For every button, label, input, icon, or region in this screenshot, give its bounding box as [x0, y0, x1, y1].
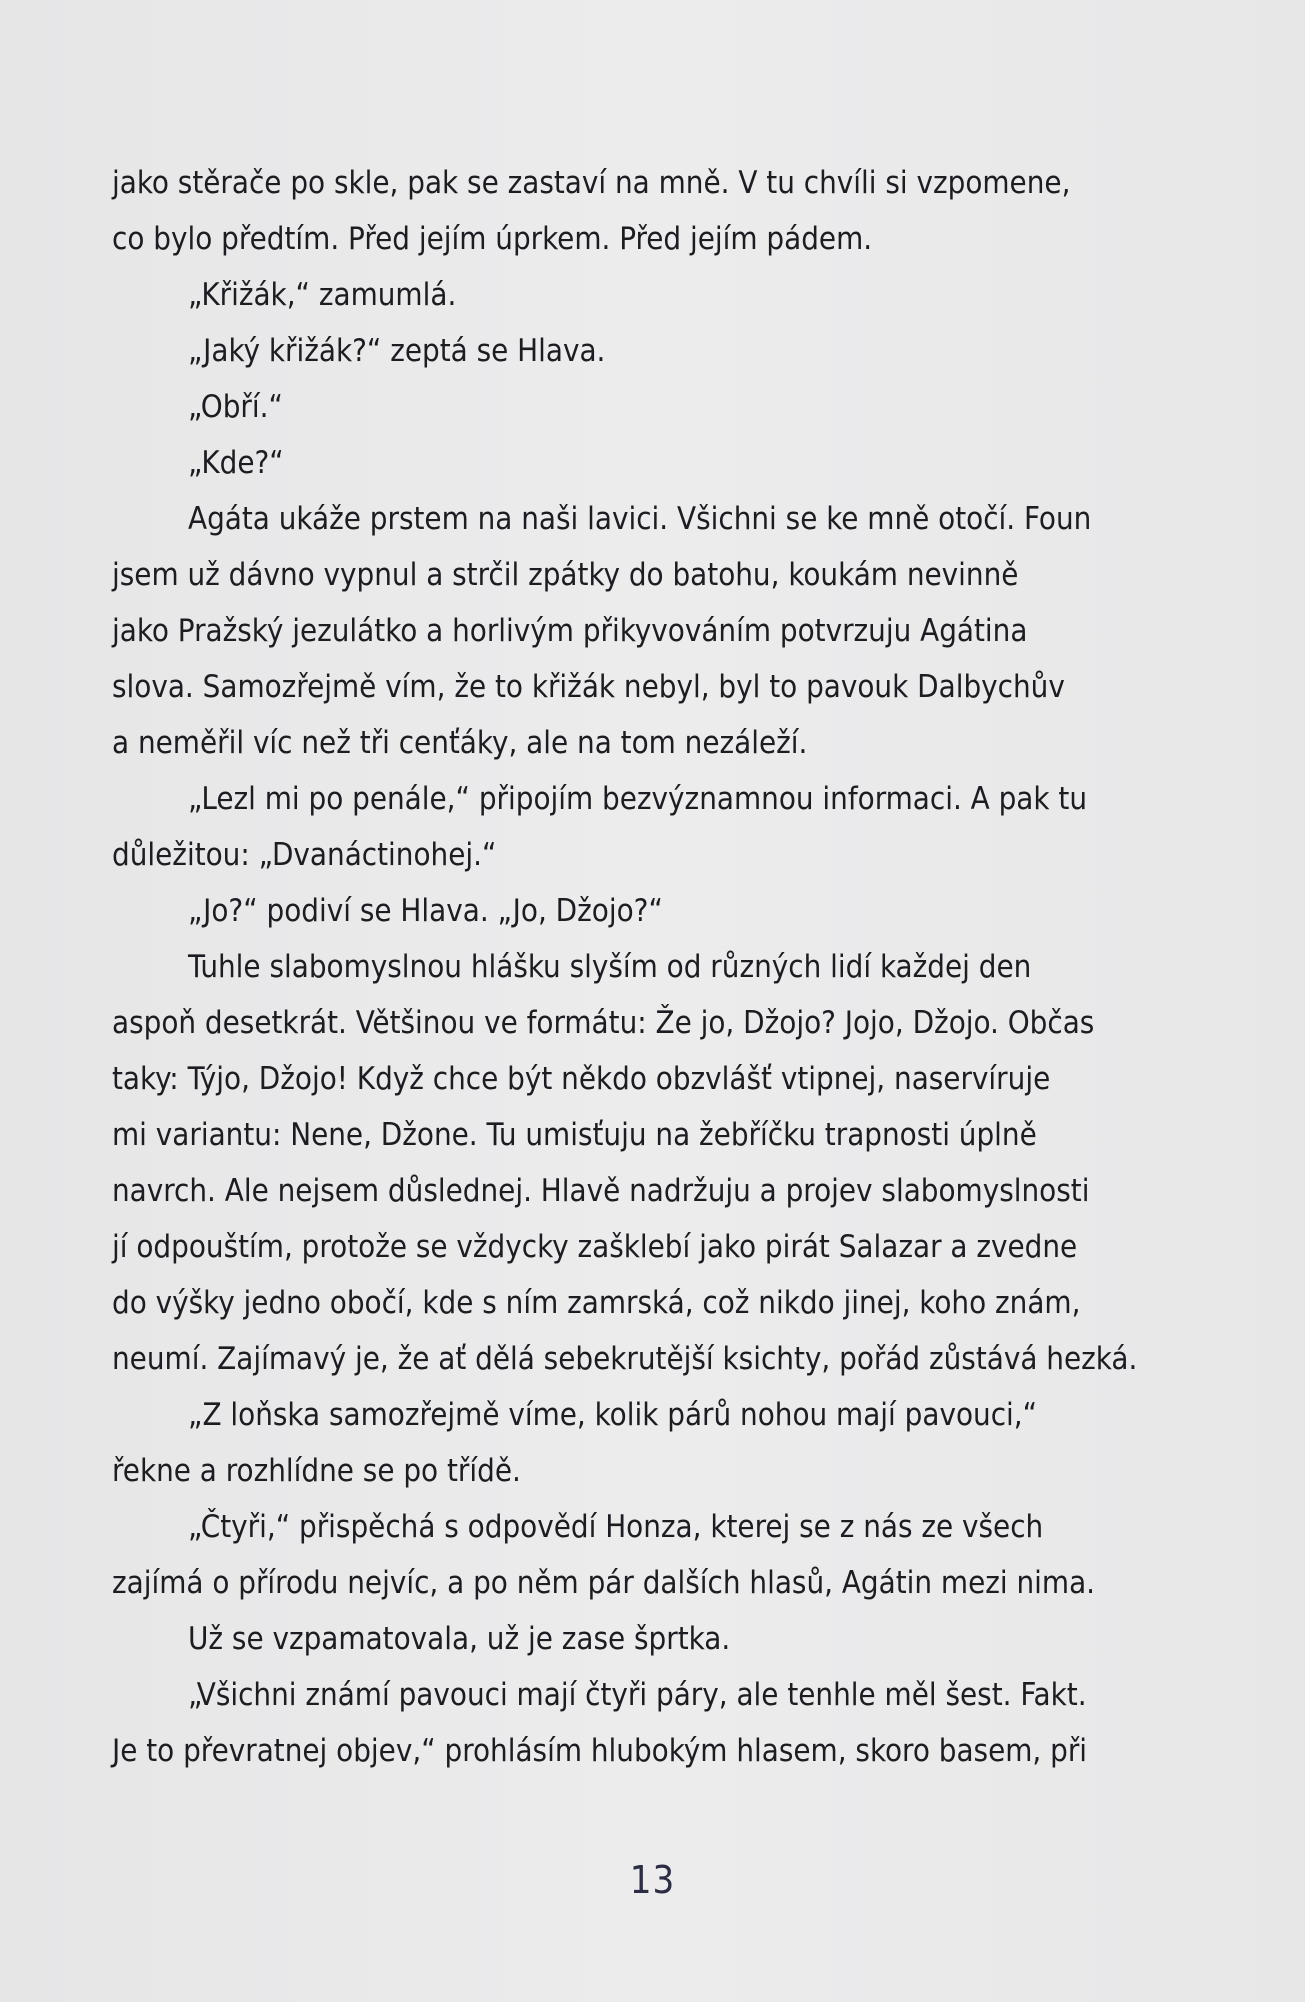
text-line: „Křižák,“ zamumlá. [188, 277, 457, 313]
text-line: jako Pražský jezulátko a horlivým přikyvováním potvrzuju Agátina [112, 613, 1028, 649]
text-line: „Obří.“ [188, 389, 283, 425]
text-line: do výšky jedno obočí, kde s ním zamrská, což nikdo jinej, koho znám, [112, 1285, 1081, 1321]
text-line: aspoň desetkrát. Většinou ve formátu: Že jo, Džojo? Jojo, Džojo. Občas [112, 1005, 1095, 1041]
text-line: taky: Týjo, Džojo! Když chce být někdo obzvlášť vtipnej, naservíruje [112, 1061, 1051, 1097]
text-line: „Jo?“ podiví se Hlava. „Jo, Džojo?“ [188, 893, 663, 929]
text-line: slova. Samozřejmě vím, že to křižák nebyl, byl to pavouk Dalbychův [112, 669, 1065, 705]
text-line: řekne a rozhlídne se po třídě. [112, 1453, 521, 1489]
text-line: Je to převratnej objev,“ prohlásím hlubokým hlasem, skoro basem, při [112, 1733, 1088, 1769]
text-line: „Jaký křižák?“ zeptá se Hlava. [188, 333, 606, 369]
page-number: 13 [629, 1858, 676, 1902]
text-line: Agáta ukáže prstem na naši lavici. Všichni se ke mně otočí. Foun [188, 501, 1092, 537]
text-line: navrch. Ale nejsem důslednej. Hlavě nadržuju a projev slabomyslnosti [112, 1173, 1090, 1209]
text-line: „Kde?“ [188, 445, 284, 481]
text-line: důležitou: „Dvanáctinohej.“ [112, 837, 497, 873]
text-line: Už se vzpamatovala, už je zase šprtka. [188, 1621, 731, 1657]
text-line: „Čtyři,“ přispěchá s odpovědí Honza, kterej se z nás ze všech [188, 1509, 1044, 1545]
text-line: a neměřil víc než tři cenťáky, ale na tom nezáleží. [112, 725, 808, 761]
text-line: Tuhle slabomyslnou hlášku slyším od různých lidí každej den [188, 949, 1032, 985]
text-line: „Všichni známí pavouci mají čtyři páry, ale tenhle měl šest. Fakt. [188, 1677, 1087, 1713]
text-line: „Z loňska samozřejmě víme, kolik párů nohou mají pavouci,“ [188, 1397, 1038, 1433]
text-line: co bylo předtím. Před jejím úprkem. Před jejím pádem. [112, 221, 873, 257]
text-line: neumí. Zajímavý je, že ať dělá sebekrutější ksichty, pořád zůstává hezká. [112, 1341, 1138, 1377]
text-line: jako stěrače po skle, pak se zastaví na mně. V tu chvíli si vzpomene, [112, 165, 1071, 201]
body-text [112, 155, 1172, 1779]
text-line: jsem už dávno vypnul a strčil zpátky do batohu, koukám nevinně [112, 557, 1019, 593]
text-line: zajímá o přírodu nejvíc, a po něm pár dalších hlasů, Agátin mezi nima. [112, 1565, 1096, 1601]
text-line: mi variantu: Nene, Džone. Tu umisťuju na žebříčku trapnosti úplně [112, 1117, 1037, 1153]
text-line: jí odpouštím, protože se vždycky zašklebí jako pirát Salazar a zvedne [112, 1229, 1078, 1265]
text-line: „Lezl mi po penále,“ připojím bezvýznamnou informaci. A pak tu [188, 781, 1088, 817]
